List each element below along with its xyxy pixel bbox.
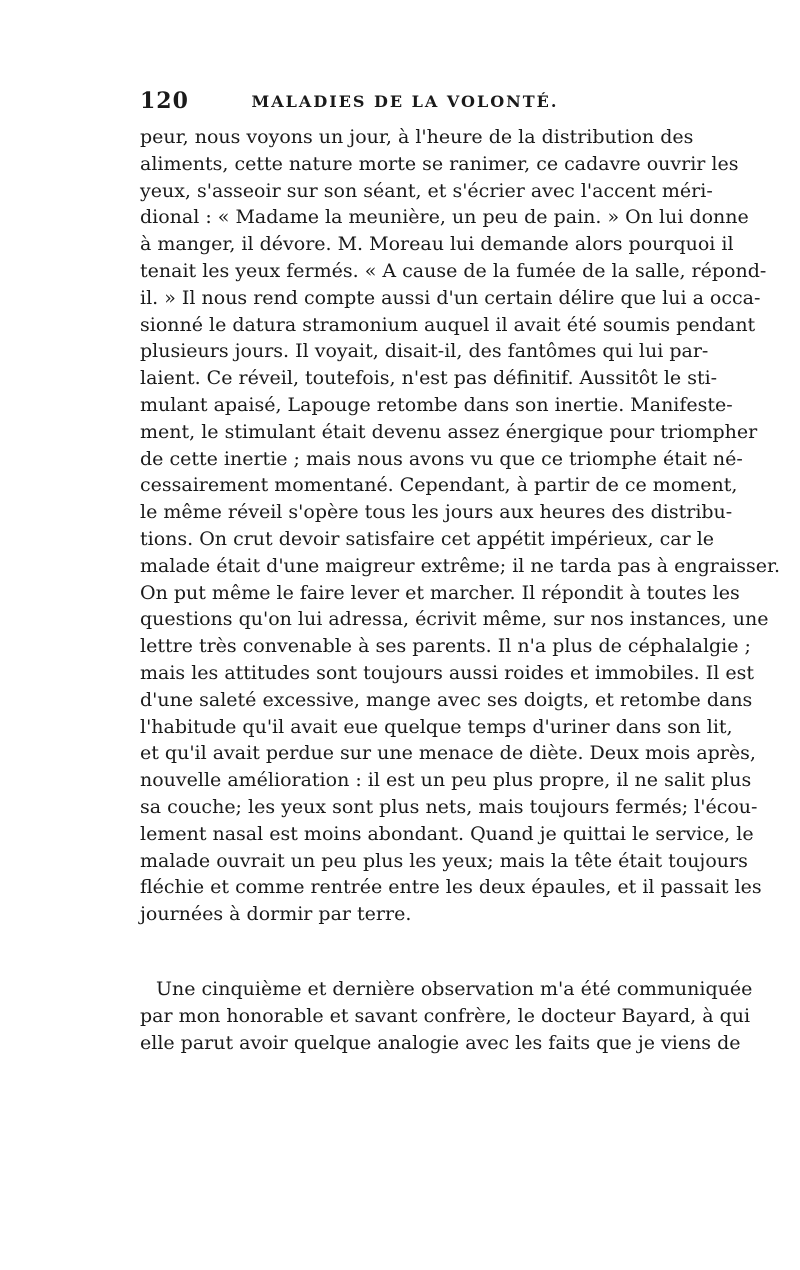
text-line: questions qu'on lui adressa, écrivit même, sur nos instances, une xyxy=(140,608,769,631)
text-line: mulant apaisé, Lapouge retombe dans son inertie. Manifeste- xyxy=(140,393,733,416)
text-line: On put même le faire lever et marcher. Il répondit à toutes les xyxy=(140,581,740,604)
text-line: l'habitude qu'il avait eue quelque temps d'uriner dans son lit, xyxy=(140,715,733,738)
running-head xyxy=(140,88,670,118)
text-line: dional : « Madame la meunière, un peu de pain. » On lui donne xyxy=(140,206,749,229)
page-number: 120 xyxy=(140,88,189,114)
text-line: journées à dormir par terre. xyxy=(140,903,412,926)
text-line: mais les attitudes sont toujours aussi roides et immobiles. Il est xyxy=(140,661,755,684)
text-line: tenait les yeux fermés. « A cause de la fumée de la salle, répond- xyxy=(140,259,767,282)
text-line: et qu'il avait perdue sur une menace de diète. Deux mois après, xyxy=(140,742,756,765)
text-line: nouvelle amélioration : il est un peu plus propre, il ne salit plus xyxy=(140,769,752,792)
text-line: fléchie et comme rentrée entre les deux épaules, et il passait les xyxy=(140,876,762,899)
text-line: malade ouvrait un peu plus les yeux; mais la tête était toujours xyxy=(140,849,748,872)
text-line: yeux, s'asseoir sur son séant, et s'écrier avec l'accent méri- xyxy=(140,179,713,202)
text-line: Une cinquième et dernière observation m'a été communiquée xyxy=(156,977,753,1000)
running-title: MALADIES DE LA VOLONTÉ. xyxy=(251,92,559,111)
text-line: malade était d'une maigreur extrême; il ne tarda pas à engraisser. xyxy=(140,554,781,577)
text-line: d'une saleté excessive, mange avec ses doigts, et retombe dans xyxy=(140,688,753,711)
paragraph-2 xyxy=(140,976,753,1056)
text-line: peur, nous voyons un jour, à l'heure de la distribution des xyxy=(140,126,694,148)
text-line: aliments, cette nature morte se ranimer, ce cadavre ouvrir les xyxy=(140,152,739,175)
text-line: laient. Ce réveil, toutefois, n'est pas définitif. Aussitôt le sti- xyxy=(140,367,718,390)
text-line: le même réveil s'opère tous les jours aux heures des distribu- xyxy=(140,501,733,524)
body-text xyxy=(140,124,781,1056)
paragraph-gap xyxy=(140,928,670,976)
text-line: par mon honorable et savant confrère, le docteur Bayard, à qui xyxy=(140,1004,751,1027)
text-line: à manger, il dévore. M. Moreau lui demande alors pourquoi il xyxy=(140,233,734,256)
text-line: sionné le datura stramonium auquel il avait été soumis pendant xyxy=(140,313,756,336)
text-line: lement nasal est moins abondant. Quand je quittai le service, le xyxy=(140,822,754,845)
text-line: de cette inertie ; mais nous avons vu que ce triomphe était né- xyxy=(140,447,743,470)
text-line: tions. On crut devoir satisfaire cet appétit impérieux, car le xyxy=(140,527,715,550)
text-line: il. » Il nous rend compte aussi d'un certain délire que lui a occa- xyxy=(140,286,761,309)
text-line: elle parut avoir quelque analogie avec les faits que je viens de xyxy=(140,1031,741,1054)
text-line: cessairement momentané. Cependant, à partir de ce moment, xyxy=(140,474,738,497)
text-line: sa couche; les yeux sont plus nets, mais toujours fermés; l'écou- xyxy=(140,795,758,818)
text-line: plusieurs jours. Il voyait, disait-il, des fantômes qui lui par- xyxy=(140,340,709,363)
paragraph-1 xyxy=(140,124,781,928)
text-line: ment, le stimulant était devenu assez énergique pour triompher xyxy=(140,420,758,443)
text-line: lettre très convenable à ses parents. Il n'a plus de céphalalgie ; xyxy=(140,635,751,658)
